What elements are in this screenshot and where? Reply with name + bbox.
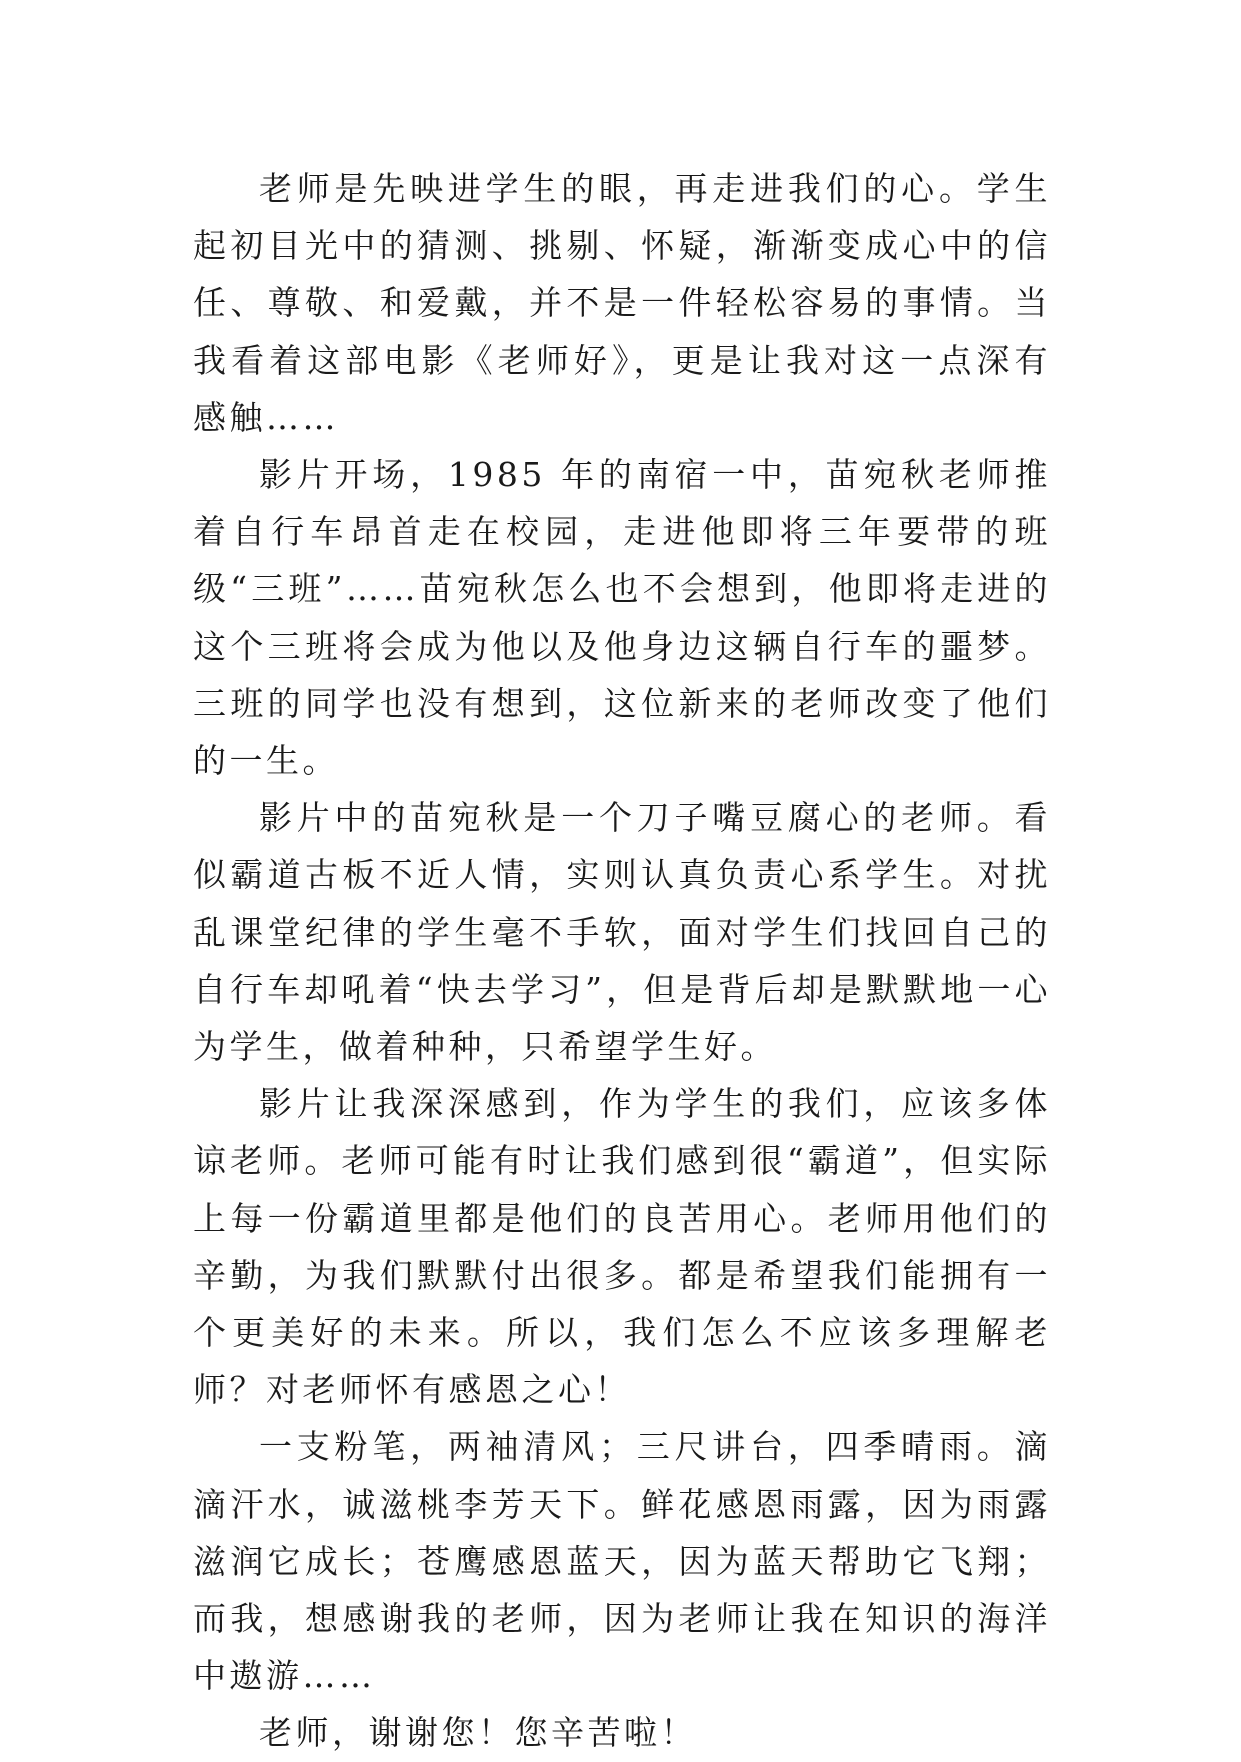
paragraph-reflection: 影片让我深深感到，作为学生的我们，应该多体谅老师。老师可能有时让我们感到很“霸道”，但实际上每一份霸道里都是他们的良苦用心。老师用他们的辛勤，为我们默默付出很多。都是希望我们能拥有一个更美好的未来。所以，我们怎么不应该多理解老师？对老师怀有感恩之心！ xyxy=(193,1084,1051,1410)
paragraph-closing: 老师，谢谢您！您辛苦啦！ xyxy=(259,1713,697,1753)
paragraph-gratitude: 一支粉笔，两袖清风；三尺讲台，四季晴雨。滴滴汗水，诚滋桃李芳天下。鲜花感恩雨露，因为雨露滋润它成长；苍鹰感恩蓝天，因为蓝天帮助它飞翔；而我，想感谢我的老师，因为老师让我在知识的海洋中遨游…… xyxy=(193,1427,1051,1696)
paragraph-intro: 老师是先映进学生的眼，再走进我们的心。学生起初目光中的猜测、挑剔、怀疑，渐渐变成心中的信任、尊敬、和爱戴，并不是一件轻松容易的事情。当我看着这部电影《老师好》，更是让我对这一点深有感触…… xyxy=(193,169,1051,437)
paragraph-opening-scene: 影片开场，1985 年的南宿一中，苗宛秋老师推着自行车昂首走在校园，走进他即将三年要带的班级“三班”……苗宛秋怎么也不会想到，他即将走进的这个三班将会成为他以及他身边这辆自行车的噩梦。三班的同学也没有想到，这位新来的老师改变了他们的一生。 xyxy=(193,455,1051,781)
document-body xyxy=(193,160,1051,1762)
paragraph-character: 影片中的苗宛秋是一个刀子嘴豆腐心的老师。看似霸道古板不近人情，实则认真负责心系学生。对扰乱课堂纪律的学生毫不手软，面对学生们找回自己的自行车却吼着“快去学习”，但是背后却是默默地一心为学生，做着种种，只希望学生好。 xyxy=(193,798,1051,1067)
